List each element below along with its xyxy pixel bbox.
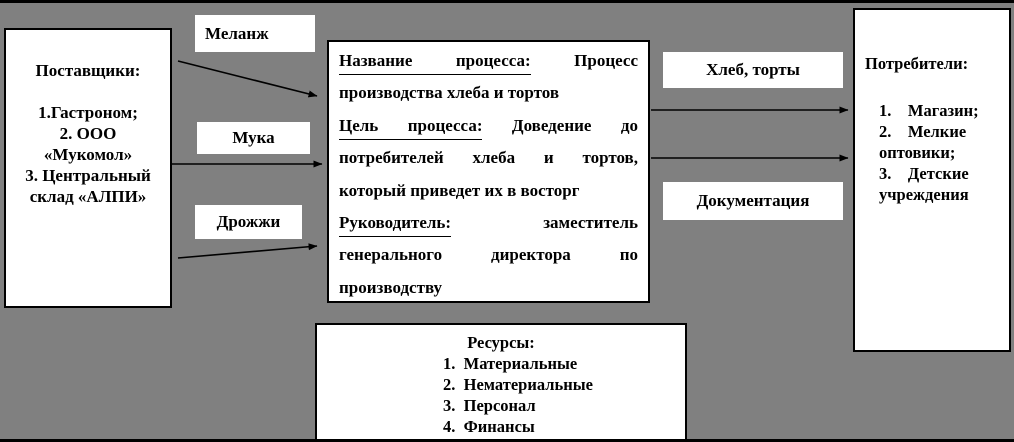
word: Цель (339, 113, 378, 140)
word: Руководитель: (339, 210, 451, 237)
canvas-top-border (0, 0, 1014, 3)
word: производству (339, 277, 443, 297)
list-item: 2. Нематериальные (443, 375, 593, 394)
input-label-yeast: Дрожжи (195, 205, 302, 239)
word: Доведение (511, 115, 592, 135)
list-item: 3. Персонал (443, 396, 536, 415)
suppliers-title: Поставщики: (35, 61, 141, 80)
list-item: 1. Магазин; (879, 101, 979, 120)
word: потребителей (339, 148, 444, 168)
word: который приведет их в восторг (339, 180, 580, 200)
input-label-flour: Мука (197, 122, 310, 154)
word: заместитель (543, 212, 638, 232)
word: Название (339, 48, 412, 75)
list-item: 3. Центральный склад «АЛПИ» (25, 166, 151, 206)
word: процесса: (408, 113, 483, 140)
list-item: 2. ООО «Мукомол» (43, 124, 133, 164)
word: процесса: (456, 48, 531, 75)
word: директора (491, 245, 571, 265)
consumers-title: Потребители: (865, 54, 969, 73)
word: хлеба (472, 148, 516, 168)
output-label-bread-cakes: Хлеб, торты (663, 52, 843, 88)
input-label-melange: Меланж (195, 15, 315, 52)
word: Процесс (574, 51, 638, 70)
resources-title: Ресурсы: (467, 333, 535, 352)
list-item: 2. Мелкие оптовики; (879, 122, 967, 162)
word: до (620, 115, 638, 135)
output-label-documentation: Документация (663, 182, 843, 220)
word: и (543, 148, 554, 168)
word: тортов, (582, 148, 638, 168)
list-item: 1.Гастроном; (38, 103, 138, 122)
word: производства хлеба и тортов (339, 83, 559, 103)
list-item: 3. Детские учреждения (879, 164, 969, 204)
arrow-melange-input (178, 61, 317, 96)
arrow-yeast-input (178, 246, 317, 258)
word: по (619, 245, 638, 265)
list-item: 1. Материальные (443, 354, 578, 373)
word: генерального (339, 245, 443, 265)
list-item: 4. Финансы (443, 417, 535, 436)
